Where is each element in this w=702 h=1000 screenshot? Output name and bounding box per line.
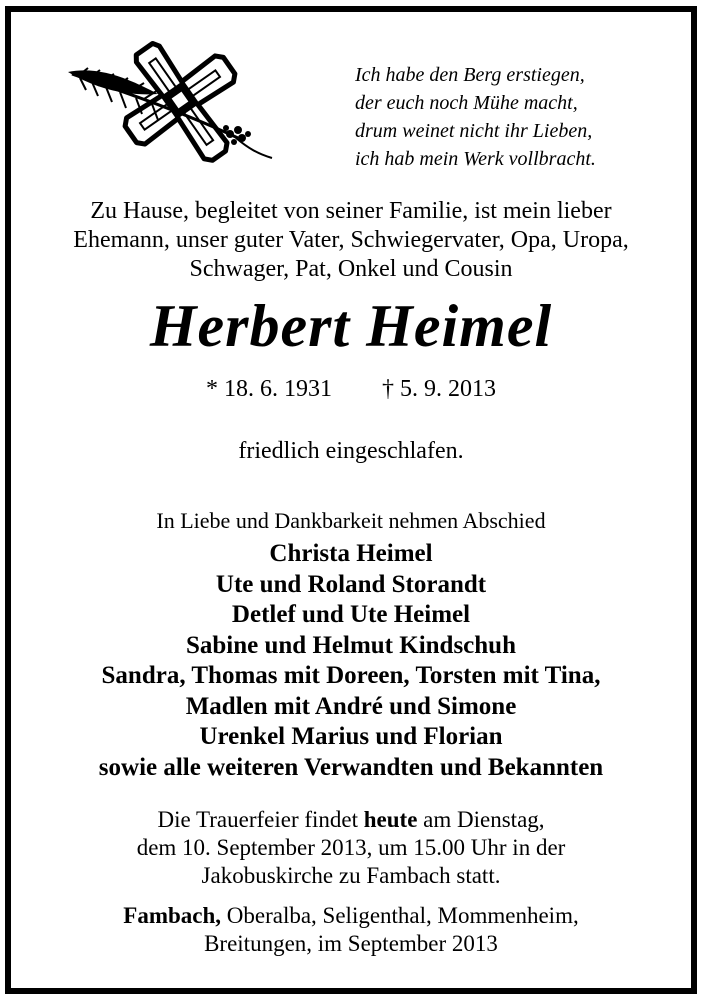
farewell-line: In Liebe und Dankbarkeit nehmen Abschied [156, 508, 546, 533]
place-highlight: Fambach, [123, 903, 222, 928]
passing-note: friedlich eingeschlafen. [238, 438, 464, 464]
poem-verse [355, 61, 675, 173]
intro-line: Zu Hause, begleitet von seiner Familie, ist mein lieber [90, 198, 612, 224]
mourner-entry: sowie alle weiteren Verwandten und Bekannten [98, 753, 604, 781]
places-line-2: Breitungen, im September 2013 [204, 931, 498, 956]
service-highlight: heute [363, 807, 418, 832]
deceased-name: Herbert Heimel [149, 293, 553, 359]
mourner-entry: Sabine und Helmut Kindschuh [186, 631, 516, 659]
service-line-1 [0, 806, 702, 834]
mourner-entry: Madlen mit André und Simone [185, 692, 517, 720]
places-text: Oberalba, Seligenthal, Mommenheim, [221, 903, 579, 928]
intro-text [0, 197, 702, 284]
service-text: am Dienstag, [417, 807, 545, 832]
place-and-date [0, 902, 702, 958]
death-date: † 5. 9. 2013 [382, 376, 496, 402]
mourners-list [0, 539, 702, 783]
intro-line: Ehemann, unser guter Vater, Schwiegervater, Opa, Uropa, [73, 227, 629, 253]
mourner-entry: Ute und Roland Storandt [215, 570, 487, 598]
mourner-entry: Sandra, Thomas mit Doreen, Torsten mit Tina, [101, 662, 601, 689]
places-line-1 [0, 902, 702, 930]
mourner-entry: Christa Heimel [269, 540, 433, 567]
funeral-service-info [0, 806, 702, 890]
poem-line: drum weinet nicht ihr Lieben, [355, 120, 593, 142]
cross-with-palm-frond-icon [58, 38, 280, 170]
mourner-entry: Urenkel Marius und Florian [199, 723, 503, 750]
birth-date: * 18. 6. 1931 [206, 376, 332, 402]
mourner-entry: Detlef und Ute Heimel [231, 601, 471, 628]
service-line-3: Jakobuskirche zu Fambach statt. [201, 863, 501, 888]
life-dates [0, 374, 702, 404]
service-line-2: dem 10. September 2013, um 15.00 Uhr in der [136, 835, 566, 860]
service-text: Die Trauerfeier findet [157, 807, 364, 832]
poem-line: Ich habe den Berg erstiegen, [355, 64, 585, 86]
poem-line: ich hab mein Werk vollbracht. [355, 148, 596, 170]
poem-line: der euch noch Mühe macht, [355, 92, 578, 114]
intro-line: Schwager, Pat, Onkel und Cousin [189, 256, 513, 282]
